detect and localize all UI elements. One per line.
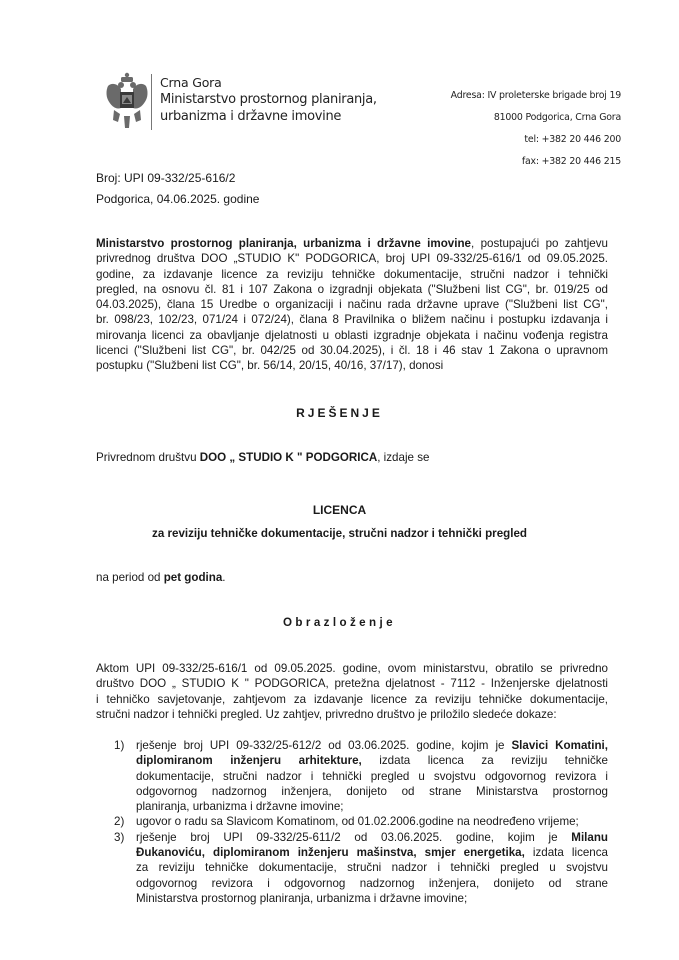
header-divider [151,74,152,130]
evidence-line: odgovornog revizora i odgovornog nadzornog inženjera, donijeto od strane [136,876,608,890]
intro-text: , postupajući po zahtjevu [471,237,608,250]
evidence-list [114,738,608,906]
evidence-line [136,738,608,753]
issue-statement [96,451,429,464]
period-value: pet godina [163,571,223,584]
ministry-name-bold: Ministarstvo prostornog planiranja, urbanizma i državne imovine [96,237,471,250]
list-number: 1) [114,739,125,752]
evidence-line: dokumentacije, stručni nadzor i tehnički pregled u svojstvu odgovornog revizora i [136,769,608,783]
evidence-text: rješenje broj UPI 09-332/25-611/2 od 03.06.2025. godine, kojim je [136,830,572,844]
list-number: 2) [114,815,125,829]
evidence-item-1 [114,738,608,814]
period-prefix: na period od [96,571,164,584]
evidence-text: izdata licenca za reviziju tehničke [361,754,608,768]
intro-line: privrednog društva DOO „STUDIO K" PODGORICA, broj UPI 09-332/25-616/1 od 09.05.2025. [96,252,608,266]
evidence-item-3 [114,830,608,906]
period-suffix: . [222,571,226,584]
company-name: DOO „ STUDIO K " PODGORICA [199,451,378,464]
evidence-line: ugovor o radu sa Slavicom Komatinom, od 01.02.2006.godine na neodređeno vrijeme; [136,815,579,829]
reference-place-date: Podgorica, 04.06.2025. godine [96,192,260,206]
issue-prefix: Privrednom društvu [96,451,200,464]
decision-title: RJEŠENJE [296,406,383,420]
evidence-item-2 [114,814,608,829]
explanation-line: društvo DOO „ STUDIO K " PODGORICA, pretežna djelatnost - 7112 - Inženjerske djelatnosti [96,677,608,691]
intro-line: pregled, na osnovu čl. 81 i 107 Zakona o izgradnji objekata ("Službeni list CG", br. 019/25 od [96,282,608,296]
person-name: Milanu [571,830,608,844]
address-street: Adresa: IV proleterske brigade broj 19 [450,90,621,101]
explanation-paragraph [96,661,608,722]
evidence-line: planiranja, urbanizma i državne imovine; [136,800,344,814]
evidence-line [136,845,608,860]
coat-of-arms-icon [104,70,150,132]
evidence-line: odgovornog nadzornog inženjera, donijeto od strane Ministarstva prostornog [136,784,608,798]
licence-period [96,571,226,584]
intro-line: licenci ("Službeni list CG", br. 042/25 od 30.04.2025), i čl. 18 i 46 stav 1 Zakona o upravnom [96,344,608,358]
evidence-line: za reviziju tehničke dokumentacije, stručni nadzor i tehnički pregled u svojstvu [136,861,608,875]
intro-line: br. 098/23, 102/23, 071/24 i 072/24), člana 8 Pravilnika o bližem načinu i postupku izdavanja i [96,313,608,327]
issue-suffix: , izdaje se [377,451,430,464]
ministry-name-line2: urbanizma i državne imovine [160,109,342,124]
ministry-name-line1: Ministarstvo prostornog planiranja, [160,92,377,107]
evidence-line [136,830,608,845]
reference-number: Broj: UPI 09-332/25-616/2 [96,171,236,185]
intro-line: godine, za izdavanje licence za reviziju tehničke dokumentacije, stručni nadzor i tehnički [96,267,608,281]
explanation-title: Obrazloženje [283,616,396,629]
country-name: Crna Gora [160,75,222,90]
licence-title: LICENCA [312,503,367,517]
list-number: 3) [114,830,125,844]
evidence-text: rješenje broj UPI 09-332/25-612/2 od 03.06.2025. godine, kojim je [136,739,512,752]
address-city: 81000 Podgorica, Crna Gora [493,112,621,123]
licence-subtitle: za reviziju tehničke dokumentacije, stručni nadzor i tehnički pregled [152,527,527,540]
address-tel: tel: +382 20 446 200 [524,134,621,145]
ministry-address [451,89,621,177]
intro-line: mirovanja licenci za obavljanje djelatnosti u oblasti izgradnje objekata i načinu vođenja registra [96,328,608,342]
intro-paragraph [96,236,608,374]
intro-line: 04.03.2025), člana 15 Uredbe o organizaciji i načinu rada državne uprave ("Službeni list CG", [96,298,608,312]
person-title: Đukanoviću, diplomiranom inženjeru mašinstva, smjer energetika, [136,846,525,860]
ministry-heading [160,74,377,125]
intro-line: postupku ("Službeni list CG", br. 56/14, 20/15, 40/16, 37/17), donosi [96,359,444,373]
explanation-line: stručni nadzor i tehnički pregled. Uz zahtjev, privredno društvo je priložilo sledeće dokaze: [96,707,557,721]
person-title: diplomiranom inženjeru arhitekture, [136,754,362,768]
evidence-text: izdata licenca [524,846,609,860]
explanation-line: i tehničko savjetovanje, zahtjevom za izdavanje licence za reviziju tehničke dokumentacije, [96,692,608,706]
person-name: Slavici Komatini, [511,739,608,752]
explanation-line: Aktom UPI 09-332/25-616/1 od 09.05.2025. godine, ovom ministarstvu, obratilo se privredno [96,662,608,675]
intro-line [96,236,608,251]
evidence-line: Ministarstva prostornog planiranja, urbanizma i državne imovine; [136,891,468,905]
evidence-line [136,753,608,768]
address-fax: fax: +382 20 446 215 [521,156,621,167]
document-reference [96,168,259,210]
